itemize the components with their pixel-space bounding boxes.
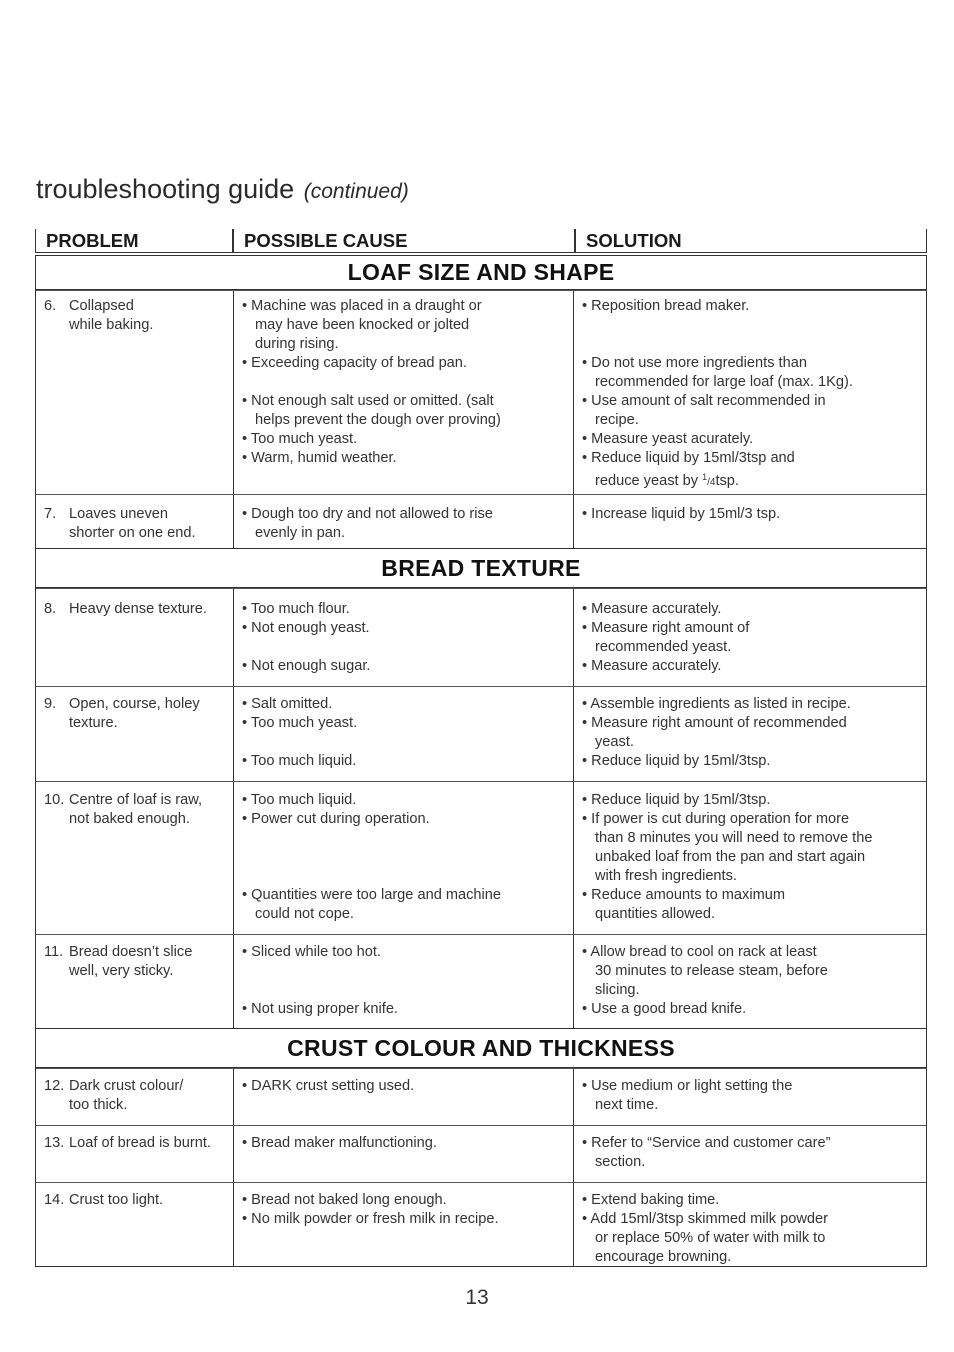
cause-item: • Too much liquid. [242, 753, 357, 769]
solution-item: • Allow bread to cool on rack at least 30 minutes to release steam, before slicing. [582, 944, 828, 998]
table-row [35, 1182, 927, 1266]
solution-cell [573, 687, 926, 781]
problem-text: Heavy dense texture. [69, 601, 207, 617]
cause-item: • Bread maker malfunctioning. [242, 1135, 437, 1151]
cause-item: • Sliced while too hot. [242, 944, 381, 960]
problem-text: shorter on one end. [69, 525, 196, 541]
cause-item: • Too much liquid. [242, 792, 357, 808]
problem-cell [36, 935, 233, 1028]
page-title [36, 174, 409, 205]
problem-cell [36, 687, 233, 781]
table-header [35, 229, 927, 255]
problem-number: 14. [44, 1192, 65, 1208]
cause-item: • Salt omitted. [242, 696, 333, 712]
table-row [35, 290, 927, 494]
header-solution: SOLUTION [575, 229, 927, 253]
problem-cell [36, 495, 233, 548]
problem-cell [36, 1126, 233, 1182]
solution-item: • Measure yeast acurately. [582, 431, 754, 447]
solution-item: • Reposition bread maker. [582, 298, 750, 314]
problem-cell [36, 1069, 233, 1125]
cause-item: • No milk powder or fresh milk in recipe. [242, 1211, 499, 1227]
cause-item: • Too much yeast. [242, 715, 358, 731]
table-row [35, 588, 927, 686]
problem-number: 6. [44, 298, 57, 314]
solution-item: • Extend baking time. [582, 1192, 720, 1208]
header-problem: PROBLEM [35, 229, 233, 253]
solution-item: • Measure accurately. [582, 658, 722, 674]
section-bread-texture: BREAD TEXTURE [35, 548, 927, 588]
cause-item: • Not enough yeast. [242, 620, 370, 636]
cause-cell [233, 782, 573, 934]
solution-item: • Reduce liquid by 15ml/3tsp. [582, 792, 771, 808]
title-continued: (continued) [303, 180, 409, 203]
solution-item: • Add 15ml/3tsp skimmed milk powder or replace 50% of water with milk to encourage browning. [582, 1211, 828, 1265]
problem-text: well, very sticky. [69, 963, 174, 979]
solution-item: • Use medium or light setting the next time. [582, 1078, 793, 1113]
problem-text: Centre of loaf is raw, [69, 792, 203, 808]
cause-item: • Not enough salt used or omitted. (salt helps prevent the dough over proving) [242, 393, 501, 428]
problem-text: not baked enough. [69, 811, 190, 827]
problem-number: 13. [44, 1135, 65, 1151]
solution-cell [573, 1183, 926, 1266]
table-row [35, 934, 927, 1028]
cause-cell [233, 935, 573, 1028]
problem-cell [36, 291, 233, 494]
cause-item: • Not enough sugar. [242, 658, 371, 674]
problem-number: 8. [44, 601, 57, 617]
solution-item: • Measure right amount of recommended yeast. [582, 620, 750, 655]
cause-item: • Not using proper knife. [242, 1001, 398, 1017]
solution-item: • Use amount of salt recommended in recipe. [582, 393, 826, 428]
problem-text: Collapsed [69, 298, 134, 314]
problem-text: Bread doesn’t slice [69, 944, 193, 960]
solution-cell [573, 495, 926, 548]
cause-cell [233, 1183, 573, 1266]
problem-text: Dark crust colour/ [69, 1078, 184, 1094]
solution-item: • Assemble ingredients as listed in recipe. [582, 696, 851, 712]
table-bottom-border [35, 1266, 927, 1267]
problem-cell [36, 589, 233, 686]
cause-cell [233, 291, 573, 494]
problem-number: 11. [44, 944, 64, 960]
solution-item: • Measure right amount of recommended yeast. [582, 715, 847, 750]
table-row [35, 781, 927, 934]
solution-item: • Reduce liquid by 15ml/3tsp. [582, 753, 771, 769]
problem-text: texture. [69, 715, 118, 731]
solution-item: • Increase liquid by 15ml/3 tsp. [582, 506, 781, 522]
solution-cell [573, 935, 926, 1028]
problem-text: too thick. [69, 1097, 128, 1113]
problem-text: Open, course, holey [69, 696, 200, 712]
section-loaf-size-and-shape: LOAF SIZE AND SHAPE [35, 255, 927, 290]
problem-number: 12. [44, 1078, 65, 1094]
cause-item: • Too much yeast. [242, 431, 358, 447]
cause-item: • Bread not baked long enough. [242, 1192, 447, 1208]
problem-number: 10. [44, 792, 65, 808]
cause-cell [233, 1069, 573, 1125]
cause-item: • Too much flour. [242, 601, 350, 617]
problem-number: 7. [44, 506, 57, 522]
cause-item: • Exceeding capacity of bread pan. [242, 355, 467, 371]
solution-cell [573, 1126, 926, 1182]
cause-item: • Machine was placed in a draught or may have been knocked or jolted during rising. [242, 298, 482, 352]
cause-cell [233, 495, 573, 548]
table-row [35, 1068, 927, 1125]
problem-text: while baking. [69, 317, 154, 333]
cause-cell [233, 1126, 573, 1182]
problem-number: 9. [44, 696, 57, 712]
problem-text: Loaves uneven [69, 506, 168, 522]
cause-item: • Power cut during operation. [242, 811, 430, 827]
solution-item: • Do not use more ingredients than recommended for large loaf (max. 1Kg). [582, 355, 853, 390]
problem-text: Crust too light. [69, 1192, 164, 1208]
solution-item: • Measure accurately. [582, 601, 722, 617]
solution-cell [573, 782, 926, 934]
cause-cell [233, 589, 573, 686]
solution-item: • Refer to “Service and customer care” section. [582, 1135, 831, 1170]
cause-item: • Warm, humid weather. [242, 450, 397, 466]
solution-cell [573, 1069, 926, 1125]
page-number: 13 [465, 1286, 489, 1309]
problem-cell [36, 1183, 233, 1266]
cause-cell [233, 687, 573, 781]
solution-item: • Reduce liquid by 15ml/3tsp and reduce yeast by $^1$/4tsp. [582, 450, 795, 489]
solution-cell [573, 589, 926, 686]
solution-cell [573, 291, 926, 494]
header-possible-cause: POSSIBLE CAUSE [233, 229, 575, 253]
cause-item: • Dough too dry and not allowed to rise evenly in pan. [242, 506, 493, 541]
table-row [35, 686, 927, 781]
table-row [35, 1125, 927, 1182]
section-crust-colour-and-thickness: CRUST COLOUR AND THICKNESS [35, 1028, 927, 1068]
cause-item: • DARK crust setting used. [242, 1078, 415, 1094]
solution-item: • Use a good bread knife. [582, 1001, 747, 1017]
table-row [35, 494, 927, 548]
solution-item: • If power is cut during operation for more than 8 minutes you will need to remove the unbaked loaf from the pan and start again with fresh ingredients. [582, 811, 873, 884]
problem-cell [36, 782, 233, 934]
problem-text: Loaf of bread is burnt. [69, 1135, 211, 1151]
solution-item: • Reduce amounts to maximum quantities allowed. [582, 887, 786, 922]
cause-item: • Quantities were too large and machine could not cope. [242, 887, 502, 922]
title-main: troubleshooting guide [36, 174, 295, 204]
